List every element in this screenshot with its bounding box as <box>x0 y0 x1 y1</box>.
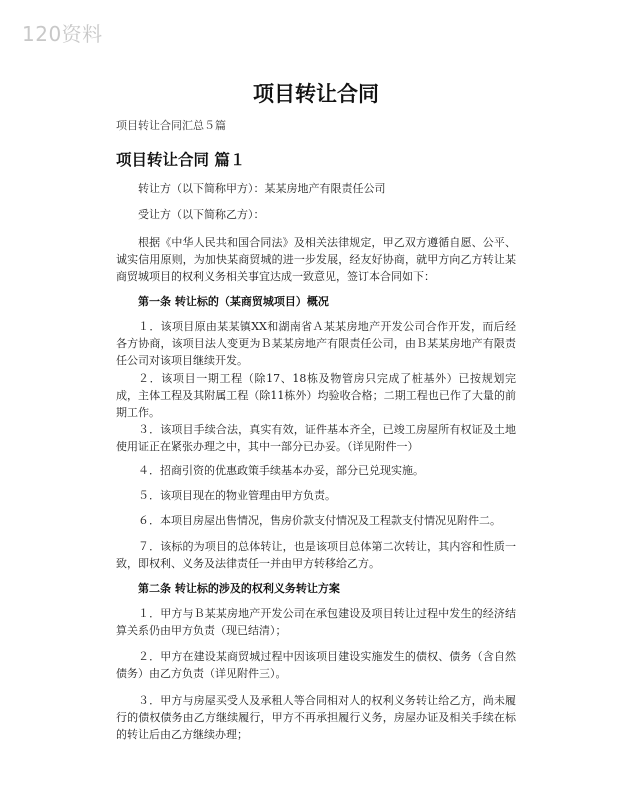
article-1-item: ３．该项目手续合法，真实有效，证件基本齐全，已竣工房屋所有权证及土地使用证正在紧张办理之中，其中一部分已办妥。（详见附件一） <box>116 423 516 453</box>
article-2-item: ３．甲方与房屋买受人及承租人等合同相对人的权利义务转让给乙方，尚未履行的债权债务由乙方继续履行，甲方不再承担履行义务，房屋办证及相关手续在标的转让后由乙方继续办理； <box>116 694 516 741</box>
article-1-item: ７．该标的为项目的总体转让，也是该项目总体第二次转让，其内容和性质一致，即权利、义务及法律责任一并由甲方转移给乙方。 <box>116 540 516 570</box>
article-2-item: １．甲方与Ｂ某某房地产开发公司在承包建设及项目转让过程中发生的经济结算关系仍由甲方负责（现已结清）； <box>116 607 516 637</box>
document-title: 项目转让合同 <box>253 82 379 106</box>
party-b-line: 受让方（以下简称乙方）： <box>138 208 265 221</box>
article-2-heading: 第二条 转让标的涉及的权利义务转让方案 <box>138 582 340 595</box>
preamble-paragraph: 根据《中华人民共和国合同法》及相关法律规定，甲乙双方遵循自愿、公平、诚实信用原则，为加快某商贸城的进一步发展，经友好协商，就甲方向乙方转让某商贸城项目的权利义务相关事宜达成一致意见，签订本合同如下： <box>116 236 516 283</box>
article-2-item: ２．甲方在建设某商贸城过程中因该项目建设实施发生的债权、债务（含自然债务）由乙方负责（详见附件三）。 <box>116 650 516 680</box>
article-1-item: ６．本项目房屋出售情况，售房价款支付情况及工程款支付情况见附件二。 <box>138 514 501 527</box>
party-a-line: 转让方（以下简称甲方）：某某房地产有限责任公司 <box>138 182 386 195</box>
article-1-item: １．该项目原由某某镇XX和湖南省Ａ某某房地产开发公司合作开发，而后经各方协商，该项目法人变更为Ｂ某某房地产有限责任公司，由Ｂ某某房地产有限责任公司对该项目继续开发。 <box>116 320 516 367</box>
article-1-heading: 第一条 转让标的（某商贸城项目）概况 <box>138 295 329 308</box>
watermark-logo: 120资料 <box>22 22 103 46</box>
section-heading: 项目转让合同 篇１ <box>116 151 246 169</box>
document-subtitle: 项目转让合同汇总５篇 <box>116 119 226 132</box>
article-1-item: ２．该项目一期工程（除17、18栋及物管房只完成了桩基外）已按规划完成，主体工程及其附属工程（除11栋外）均验收合格；二期工程也已作了大量的前期工作。 <box>116 372 516 419</box>
article-1-item: ５．该项目现在的物业管理由甲方负责。 <box>138 489 336 502</box>
article-1-item: ４．招商引资的优惠政策手续基本办妥，部分已兑现实施。 <box>138 464 424 477</box>
